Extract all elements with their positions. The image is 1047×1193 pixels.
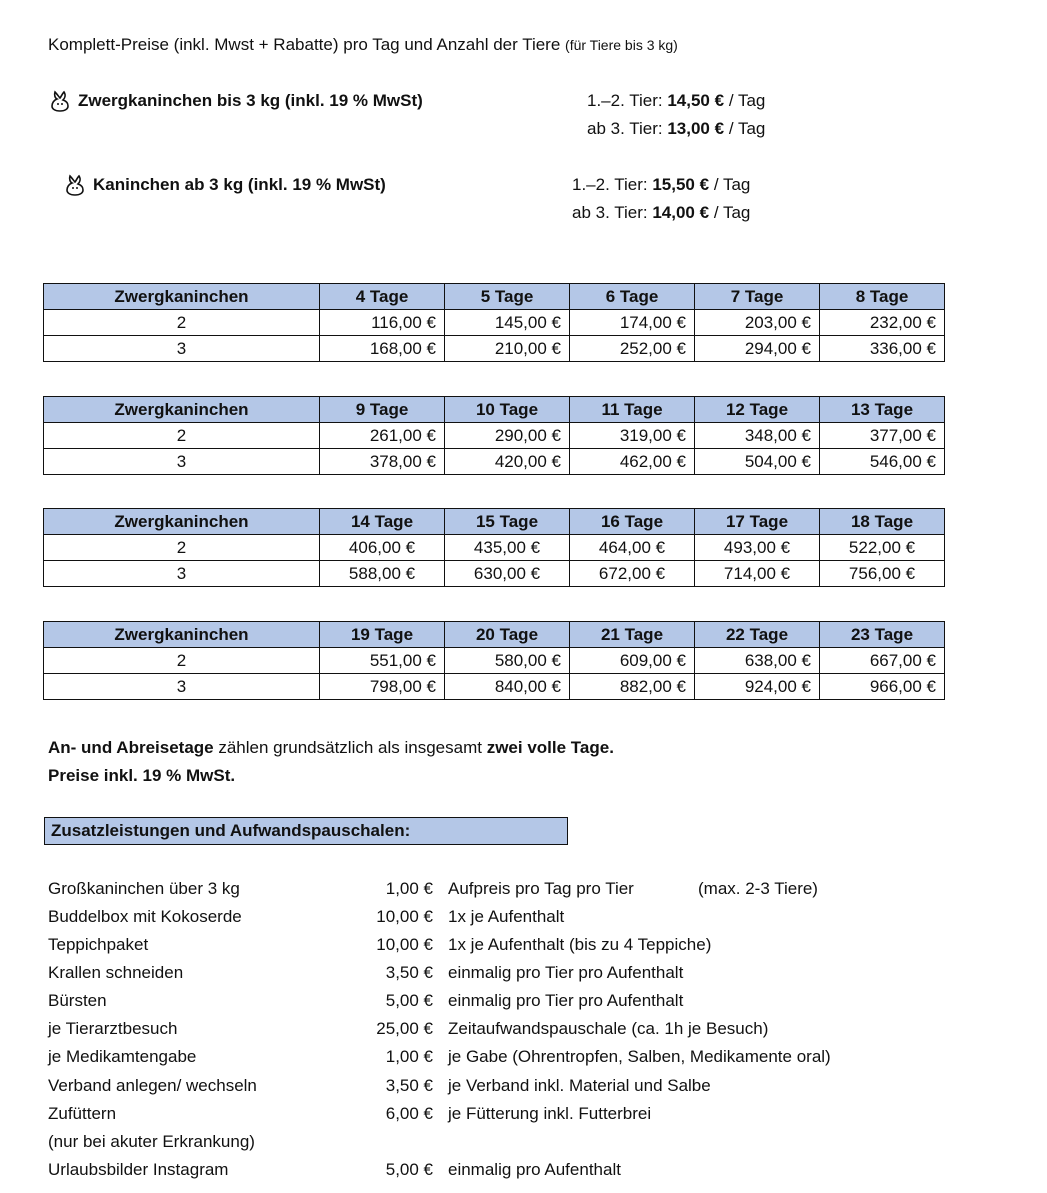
price-table-14-18: [43, 508, 945, 587]
extra-desc: 1x je Aufenthalt (bis zu 4 Teppiche): [448, 935, 712, 954]
table-header-cell: Zwergkaninchen: [44, 622, 320, 648]
price-prefix: ab 3. Tier:: [587, 119, 663, 138]
table-header-cell: 9 Tage: [320, 397, 445, 423]
extra-desc: je Fütterung inkl. Futterbrei: [448, 1104, 652, 1123]
price-amount: 14,00 €: [652, 203, 710, 222]
table-cell: 546,00 €: [820, 449, 945, 475]
extra-price: 5,00 €: [385, 1160, 433, 1179]
price-amount: 14,50 €: [667, 91, 725, 110]
extra-name: Bürsten: [48, 991, 107, 1010]
price-suffix: / Tag: [728, 91, 766, 110]
table-cell: 630,00 €: [445, 561, 570, 587]
table-row: [44, 561, 945, 587]
table-cell: 294,00 €: [695, 336, 820, 362]
table-cell: 319,00 €: [570, 423, 695, 449]
table-row: [44, 423, 945, 449]
price-prefix: 1.–2. Tier:: [587, 91, 663, 110]
extra-desc: einmalig pro Tier pro Aufenthalt: [448, 991, 684, 1010]
extra-name: Urlaubsbilder Instagram: [48, 1160, 229, 1179]
extra-name: Teppichpaket: [48, 935, 149, 954]
table-header-cell: 10 Tage: [445, 397, 570, 423]
price-amount: 15,50 €: [652, 175, 710, 194]
table-cell: 420,00 €: [445, 449, 570, 475]
intro-line: [48, 35, 678, 55]
table-header-row: [44, 284, 945, 310]
table-cell: 609,00 €: [570, 648, 695, 674]
table-cell: 2: [44, 535, 320, 561]
extra-name: Verband anlegen/ wechseln: [48, 1076, 257, 1095]
price-suffix: / Tag: [713, 203, 751, 222]
extra-desc: einmalig pro Aufenthalt: [448, 1160, 621, 1179]
note-days: [48, 738, 614, 758]
table-cell: 3: [44, 336, 320, 362]
price-suffix: / Tag: [728, 119, 766, 138]
table-header-row: [44, 397, 945, 423]
price-prefix: ab 3. Tier:: [572, 203, 648, 222]
price-line: [587, 91, 765, 111]
table-cell: 252,00 €: [570, 336, 695, 362]
extra-price: 3,50 €: [385, 1076, 433, 1095]
note-bold: An- und Abreisetage: [48, 738, 214, 757]
list-item: [48, 879, 948, 907]
extra-name: je Tierarztbesuch: [48, 1019, 178, 1038]
table-header-cell: 18 Tage: [820, 509, 945, 535]
table-cell: 966,00 €: [820, 674, 945, 700]
list-item: [48, 1076, 948, 1104]
extra-price: 1,00 €: [385, 1047, 433, 1066]
price-label-rabbit: [63, 173, 386, 197]
table-cell: 3: [44, 674, 320, 700]
table-cell: 588,00 €: [320, 561, 445, 587]
extra-desc: Zeitaufwandspauschale (ca. 1h je Besuch): [448, 1019, 769, 1038]
extra-name: (nur bei akuter Erkrankung): [48, 1132, 255, 1151]
note-vat: [48, 766, 235, 786]
note-bold: Preise inkl. 19 % MwSt.: [48, 766, 236, 785]
table-cell: 3: [44, 561, 320, 587]
table-cell: 145,00 €: [445, 310, 570, 336]
table-cell: 232,00 €: [820, 310, 945, 336]
table-header-cell: 8 Tage: [820, 284, 945, 310]
table-header-cell: 17 Tage: [695, 509, 820, 535]
table-cell: 174,00 €: [570, 310, 695, 336]
table-cell: 116,00 €: [320, 310, 445, 336]
price-line: [572, 203, 750, 223]
intro-text: Komplett-Preise (inkl. Mwst + Rabatte) pro Tag und Anzahl der Tiere: [48, 35, 561, 54]
table-cell: 882,00 €: [570, 674, 695, 700]
table-cell: 667,00 €: [820, 648, 945, 674]
extra-desc: je Verband inkl. Material und Salbe: [448, 1076, 711, 1095]
table-row: [44, 310, 945, 336]
list-item: [48, 1047, 948, 1075]
price-table-4-8: [43, 283, 945, 362]
list-item: [48, 1132, 948, 1160]
extra-name: Zufüttern: [48, 1104, 117, 1123]
table-row: [44, 674, 945, 700]
table-row: [44, 449, 945, 475]
price-line: [587, 119, 765, 139]
extra-price: 10,00 €: [376, 907, 433, 926]
table-cell: 203,00 €: [695, 310, 820, 336]
extra-price: 1,00 €: [385, 879, 433, 898]
table-header-cell: 16 Tage: [570, 509, 695, 535]
intro-small-text: (für Tiere bis 3 kg): [565, 37, 678, 53]
list-item: [48, 991, 948, 1019]
extra-desc: einmalig pro Tier pro Aufenthalt: [448, 963, 684, 982]
table-header-cell: 19 Tage: [320, 622, 445, 648]
extra-desc: je Gabe (Ohrentropfen, Salben, Medikamente oral): [448, 1047, 831, 1066]
table-cell: 714,00 €: [695, 561, 820, 587]
extra-name: je Medikamtengabe: [48, 1047, 197, 1066]
price-line: [572, 175, 750, 195]
table-cell: 504,00 €: [695, 449, 820, 475]
table-row: [44, 648, 945, 674]
table-header-cell: Zwergkaninchen: [44, 397, 320, 423]
table-cell: 2: [44, 423, 320, 449]
rabbit-icon: [63, 173, 87, 197]
extra-price: 5,00 €: [385, 991, 433, 1010]
rabbit-icon: [48, 89, 72, 113]
table-cell: 290,00 €: [445, 423, 570, 449]
extra-price: 6,00 €: [385, 1104, 433, 1123]
price-label-text: Zwergkaninchen bis 3 kg (inkl. 19 % MwSt): [78, 91, 423, 110]
table-cell: 378,00 €: [320, 449, 445, 475]
table-cell: 551,00 €: [320, 648, 445, 674]
table-header-cell: 6 Tage: [570, 284, 695, 310]
table-cell: 756,00 €: [820, 561, 945, 587]
table-header-cell: 20 Tage: [445, 622, 570, 648]
table-row: [44, 535, 945, 561]
table-cell: 377,00 €: [820, 423, 945, 449]
table-cell: 493,00 €: [695, 535, 820, 561]
extras-header: Zusatzleistungen und Aufwandspauschalen:: [44, 817, 568, 845]
table-header-cell: Zwergkaninchen: [44, 509, 320, 535]
price-suffix: / Tag: [713, 175, 751, 194]
price-table-9-13: [43, 396, 945, 475]
extra-name: Großkaninchen über 3 kg: [48, 879, 240, 898]
table-header-cell: 21 Tage: [570, 622, 695, 648]
table-cell: 336,00 €: [820, 336, 945, 362]
table-cell: 672,00 €: [570, 561, 695, 587]
price-label-dwarf: [48, 89, 423, 113]
table-header-cell: 13 Tage: [820, 397, 945, 423]
table-cell: 168,00 €: [320, 336, 445, 362]
extra-name: Buddelbox mit Kokoserde: [48, 907, 242, 926]
table-cell: 522,00 €: [820, 535, 945, 561]
table-cell: 2: [44, 648, 320, 674]
table-header-row: [44, 622, 945, 648]
extra-desc: 1x je Aufenthalt: [448, 907, 565, 926]
table-header-cell: 14 Tage: [320, 509, 445, 535]
list-item: [48, 1160, 948, 1188]
table-cell: 406,00 €: [320, 535, 445, 561]
list-item: [48, 963, 948, 991]
table-cell: 798,00 €: [320, 674, 445, 700]
table-header-cell: Zwergkaninchen: [44, 284, 320, 310]
table-row: [44, 336, 945, 362]
extra-price: 10,00 €: [376, 935, 433, 954]
table-cell: 210,00 €: [445, 336, 570, 362]
table-cell: 348,00 €: [695, 423, 820, 449]
price-table-19-23: [43, 621, 945, 700]
price-prefix: 1.–2. Tier:: [572, 175, 648, 194]
extra-note: (max. 2-3 Tiere): [698, 879, 818, 898]
note-bold: zwei volle Tage.: [486, 738, 614, 757]
extra-price: 3,50 €: [385, 963, 433, 982]
table-header-cell: 7 Tage: [695, 284, 820, 310]
table-header-cell: 22 Tage: [695, 622, 820, 648]
table-header-cell: 5 Tage: [445, 284, 570, 310]
table-header-cell: 12 Tage: [695, 397, 820, 423]
list-item: [48, 1019, 948, 1047]
list-item: [48, 1104, 948, 1132]
extra-name: Krallen schneiden: [48, 963, 184, 982]
table-cell: 638,00 €: [695, 648, 820, 674]
table-cell: 3: [44, 449, 320, 475]
list-item: [48, 907, 948, 935]
extra-desc: Aufpreis pro Tag pro Tier: [448, 879, 634, 898]
table-cell: 924,00 €: [695, 674, 820, 700]
extra-price: 25,00 €: [376, 1019, 433, 1038]
table-cell: 580,00 €: [445, 648, 570, 674]
table-cell: 261,00 €: [320, 423, 445, 449]
table-cell: 840,00 €: [445, 674, 570, 700]
table-header-row: [44, 509, 945, 535]
table-cell: 2: [44, 310, 320, 336]
table-header-cell: 15 Tage: [445, 509, 570, 535]
note-text: zählen grundsätzlich als insgesamt: [213, 738, 487, 757]
table-cell: 462,00 €: [570, 449, 695, 475]
table-cell: 435,00 €: [445, 535, 570, 561]
price-amount: 13,00 €: [667, 119, 725, 138]
table-header-cell: 4 Tage: [320, 284, 445, 310]
table-cell: 464,00 €: [570, 535, 695, 561]
table-header-cell: 23 Tage: [820, 622, 945, 648]
table-header-cell: 11 Tage: [570, 397, 695, 423]
price-label-text: Kaninchen ab 3 kg (inkl. 19 % MwSt): [93, 175, 386, 194]
list-item: [48, 935, 948, 963]
